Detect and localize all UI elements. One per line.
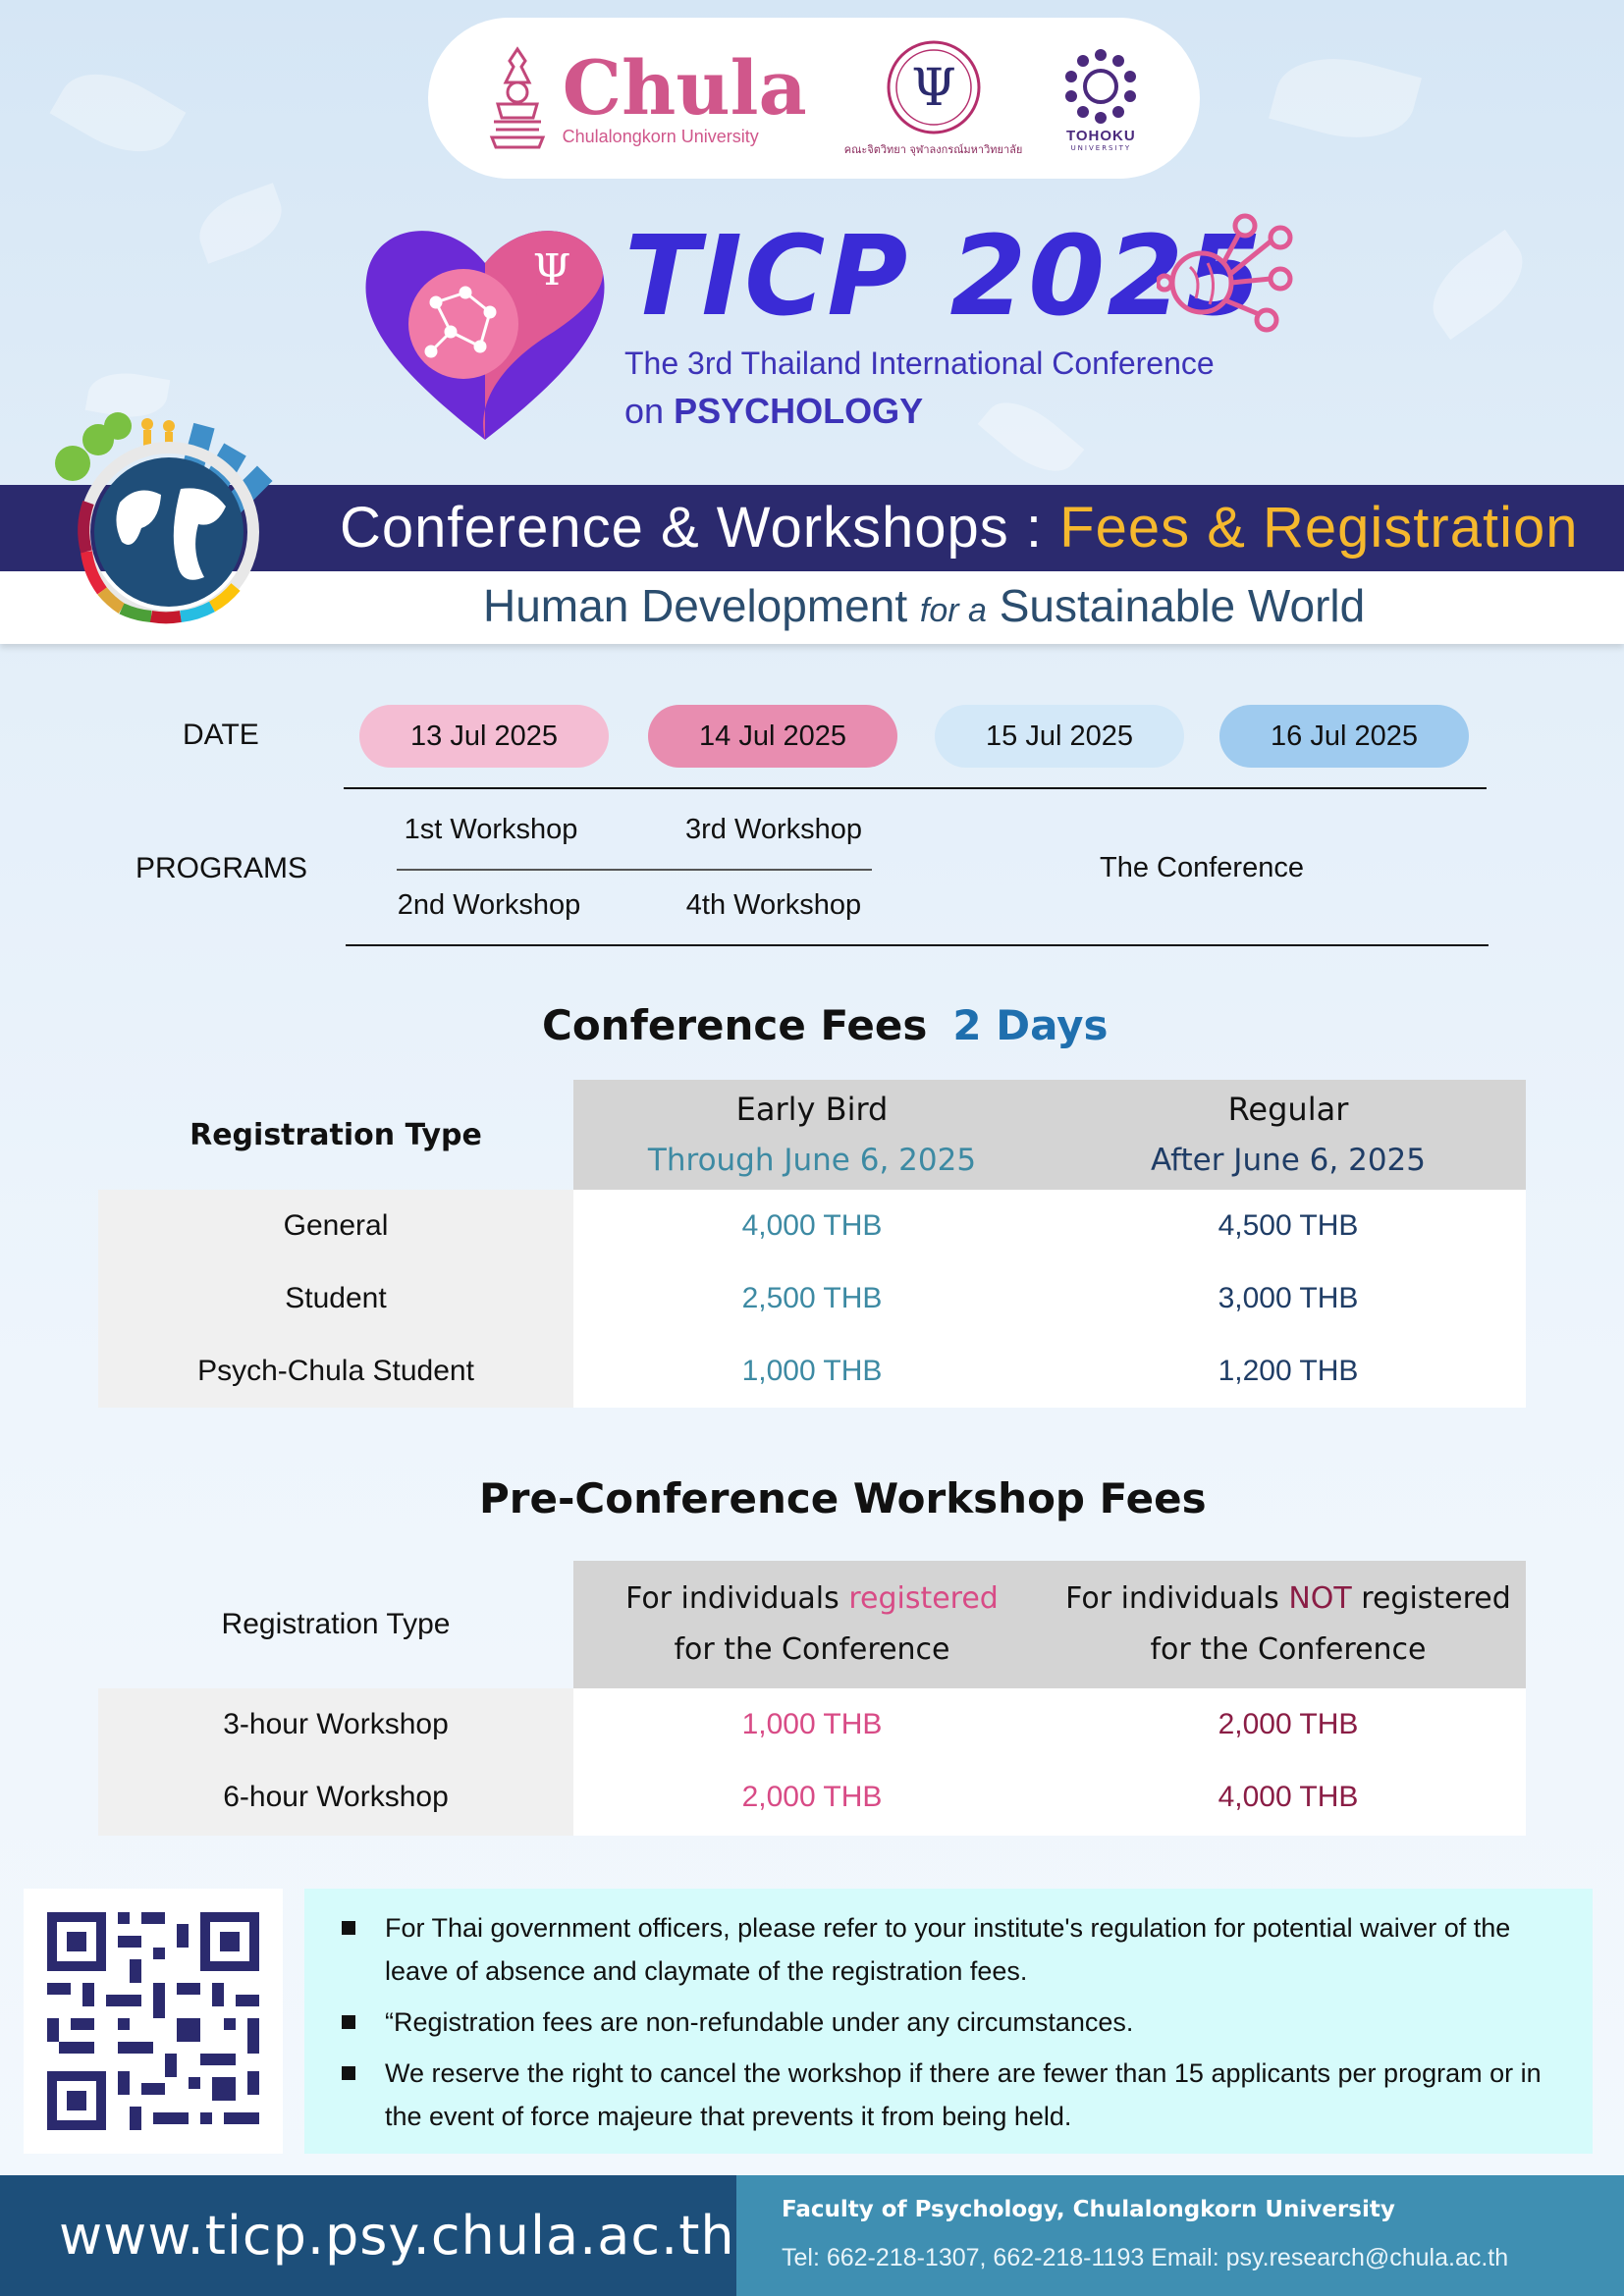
tohoku-name: TOHOKU [1065, 127, 1136, 144]
table-row-early: 2,500 THB [741, 1282, 883, 1314]
table-row-not-registered: 4,000 THB [1218, 1781, 1359, 1813]
banner-title-colon: : [1008, 496, 1060, 560]
note-text: “Registration fees are non-refundable under any circumstances. [385, 2007, 1134, 2037]
banner-title-highlight: Fees & Registration [1059, 496, 1579, 560]
schedule-top-rule [344, 787, 1487, 789]
qr-code-icon [24, 1889, 283, 2154]
chula-subtitle: Chulalongkorn University [562, 126, 759, 146]
banner-title [340, 495, 1579, 561]
registration-qr-code[interactable] [24, 1889, 283, 2154]
conference-col-type: Registration Type [189, 1117, 482, 1152]
workshop-4: 4th Workshop [685, 889, 862, 921]
conference-col-regular-sub: After June 6, 2025 [1151, 1143, 1426, 1178]
banner-subtitle [483, 579, 1365, 632]
workshop-col-registered-hl: registered [848, 1580, 999, 1616]
note-text: We reserve the right to cancel the workshop if there are fewer than 15 applicants per program or in the event of force majeure that prevents it from being held. [385, 2058, 1542, 2131]
bullet-icon [342, 2015, 355, 2029]
subtitle-psychology: PSYCHOLOGY [674, 391, 924, 431]
banner-sub-b: Sustainable World [986, 580, 1366, 631]
notes-panel [304, 1889, 1593, 2154]
banner-sub-italic: for a [919, 592, 987, 629]
table-row-regular: 1,200 THB [1218, 1355, 1359, 1387]
conference-fees-title [542, 1001, 1109, 1049]
workshop-2: 2nd Workshop [397, 889, 581, 921]
table-row-type: General [283, 1209, 389, 1242]
tohoku-subtitle: UNIVERSITY [1070, 143, 1132, 152]
event-title: TICP 2025 [624, 213, 1265, 341]
event-subtitle-2 [624, 391, 923, 432]
workshop-col-not-registered [1051, 1575, 1526, 1622]
conference-col-early: Early Bird [735, 1091, 889, 1128]
heart-brain-icon [357, 214, 613, 450]
subtitle-on: on [624, 391, 665, 431]
table-row-type: Student [285, 1282, 387, 1314]
network-icon [1157, 208, 1294, 336]
conference-program: The Conference [1100, 852, 1304, 883]
table-row-type: 6-hour Workshop [223, 1781, 449, 1813]
workshop-col-registered-a: For individuals [625, 1580, 849, 1616]
bullet-icon [342, 1921, 355, 1935]
table-row-regular: 3,000 THB [1218, 1282, 1359, 1314]
workshop-divider [397, 869, 872, 871]
banner-sub-a: Human Development [483, 580, 920, 631]
globe-icon [43, 404, 318, 628]
workshop-fees-title: Pre-Conference Workshop Fees [479, 1474, 1207, 1522]
tohoku-emblem-icon [1059, 45, 1142, 128]
footer-contact: Tel: 662-218-1307, 662-218-1193 Email: psy.research@chula.ac.th [782, 2244, 1509, 2271]
workshop-col-not-b: registered [1351, 1580, 1511, 1616]
note-item [342, 2052, 1559, 2138]
website-link[interactable]: www.ticp.psy.chula.ac.th [59, 2205, 735, 2267]
date-pill-13: 13 Jul 2025 [359, 705, 609, 768]
workshop-col-not-hl: NOT [1288, 1580, 1352, 1616]
table-row-early: 1,000 THB [741, 1355, 883, 1387]
table-row-registered: 2,000 THB [741, 1781, 883, 1813]
table-row-registered: 1,000 THB [741, 1708, 883, 1740]
conference-fees-duration: 2 Days [952, 1001, 1109, 1049]
svg-text:Ψ: Ψ [532, 245, 571, 295]
conference-col-regular: Regular [1227, 1091, 1349, 1128]
table-row-not-registered: 2,000 THB [1218, 1708, 1359, 1740]
date-label: DATE [183, 719, 259, 751]
conference-fees-title-text: Conference Fees [542, 1001, 928, 1049]
chula-logo [486, 43, 807, 153]
note-item [342, 2001, 1559, 2044]
workshop-col-not-a: For individuals [1065, 1580, 1289, 1616]
table-row-type: 3-hour Workshop [223, 1708, 449, 1740]
table-row-early: 4,000 THB [741, 1209, 883, 1242]
psychology-faculty-subtitle: คณะจิตวิทยา จุฬาลงกรณ์มหาวิทยาลัย [843, 143, 1023, 156]
chula-crest-icon [486, 43, 549, 153]
workshop-1: 1st Workshop [404, 814, 578, 845]
programs-label: PROGRAMS [135, 852, 308, 884]
table-row-type: Psych-Chula Student [197, 1355, 474, 1387]
conference-col-early-sub: Through June 6, 2025 [647, 1143, 977, 1178]
date-pill-16: 16 Jul 2025 [1219, 705, 1469, 768]
note-item [342, 1906, 1559, 1993]
workshop-3: 3rd Workshop [685, 814, 862, 845]
footer-right [736, 2175, 1624, 2296]
tohoku-logo [1059, 45, 1142, 152]
event-subtitle: The 3rd Thailand International Conference [624, 346, 1215, 381]
workshop-col-registered [573, 1575, 1051, 1622]
workshop-col-not-registered-c: for the Conference [1150, 1631, 1427, 1667]
bullet-icon [342, 2066, 355, 2080]
date-pill-14: 14 Jul 2025 [648, 705, 897, 768]
schedule-bottom-rule [346, 944, 1489, 946]
banner-title-main: Conference & Workshops [340, 496, 1009, 560]
table-row-regular: 4,500 THB [1218, 1209, 1359, 1242]
chula-name: Chula [562, 43, 807, 132]
note-text: For Thai government officers, please refer to your institute's regulation for potential waiver of the leave of absence and claymate of the registration fees. [385, 1913, 1511, 1986]
psychology-faculty-logo [844, 38, 1023, 158]
date-pill-15: 15 Jul 2025 [935, 705, 1184, 768]
psi-emblem-icon [885, 38, 983, 136]
footer-faculty: Faculty of Psychology, Chulalongkorn University [782, 2197, 1395, 2222]
workshop-col-type: Registration Type [221, 1608, 451, 1640]
workshop-col-registered-b: for the Conference [674, 1631, 950, 1667]
partner-logos [428, 18, 1200, 179]
svg-text:Ψ: Ψ [910, 59, 956, 118]
